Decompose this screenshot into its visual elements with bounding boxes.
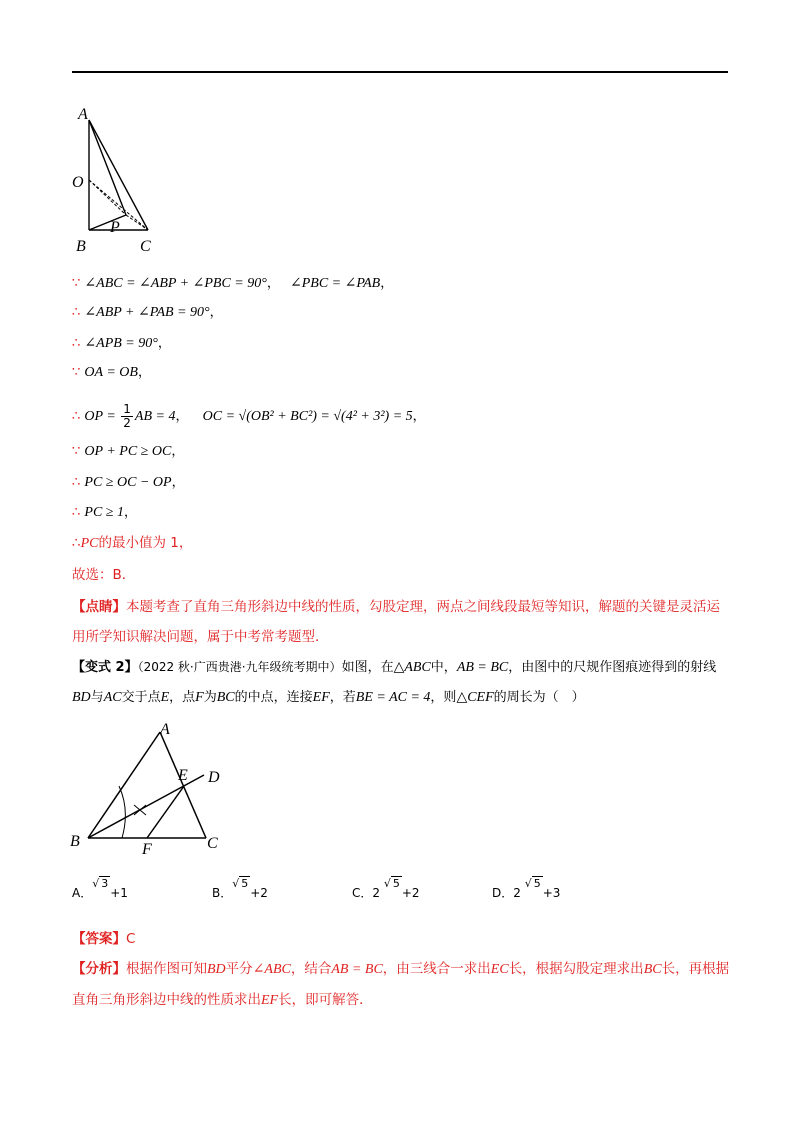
option-a[interactable]: A．√ 3+1 xyxy=(72,877,128,900)
derivation-line-5: ∴ OP = $\frac{1}{2}$ AB = 4， OC = √(OB² + BC²) = √(4² + 3²) = 5， xyxy=(72,402,426,430)
label-F: F xyxy=(142,841,152,858)
segment-BP xyxy=(89,215,126,230)
label-B: B xyxy=(70,833,80,850)
derivation-line-2: ∴ ∠ABP + ∠PAB = 90°， xyxy=(72,305,223,320)
derivation-line-6: ∵ OP + PC ≥ OC， xyxy=(72,444,185,459)
label-D: D xyxy=(208,769,220,786)
segment-FE xyxy=(147,786,184,838)
segment-AC xyxy=(89,120,148,230)
choice-line: 故选：B． xyxy=(72,567,136,583)
label-C: C xyxy=(207,835,218,852)
segment-AP xyxy=(89,120,126,215)
derivation-line-1: ∵ ∠ABC = ∠ABP + ∠PBC = 90°， ∠PBC = ∠PAB， xyxy=(72,276,394,291)
label-C: C xyxy=(140,238,151,255)
option-c[interactable]: C．2 √ 5+2 xyxy=(352,877,420,900)
analysis-paragraph: 【分析】根据作图可知BD平分∠ABC，结合AB = BC，由三线合一求出EC长，根据勾股定理求出BC长，再根据直角三角形斜边中线的性质求出EF长，即可解答． xyxy=(72,961,730,1008)
label-B: B xyxy=(76,238,86,255)
fraction-one-half: $\frac{1}{2}$ xyxy=(123,402,131,430)
label-E: E xyxy=(178,767,188,784)
min-value-line: ∴PC的最小值为 1， xyxy=(72,535,193,551)
variant-question: 【变式 2】（2022 秋·广西贵港·九年级统考期中）如图，在△ABC中，AB = BC，由图中的尺规作图痕迹得到的射线BD与AC交于点E，点F为BC的中点，连接EF，若BE = AC = 4，则△CEF的周长为（ ） xyxy=(72,660,717,705)
ray-BD xyxy=(88,775,204,838)
segment-BA xyxy=(88,732,160,838)
top-rule xyxy=(72,71,728,73)
label-A: A xyxy=(78,106,88,123)
answer-line: 【答案】C xyxy=(72,931,136,947)
label-O: O xyxy=(72,174,84,191)
option-b[interactable]: B．√ 5+2 xyxy=(212,877,268,900)
derivation-line-4: ∵ OA = OB， xyxy=(72,365,151,380)
comment-paragraph: 【点睛】本题考查了直角三角形斜边中线的性质，勾股定理，两点之间线段最短等知识，解题的关键是灵活运用所学知识解决问题，属于中考常考题型． xyxy=(72,599,720,645)
derivation-line-8: ∴ PC ≥ 1， xyxy=(72,505,138,520)
derivation-line-7: ∴ PC ≥ OC − OP， xyxy=(72,475,185,490)
figure-2 xyxy=(66,720,236,860)
derivation-line-3: ∴ ∠APB = 90°， xyxy=(72,336,171,351)
compass-arc xyxy=(119,786,125,838)
figure-1 xyxy=(68,100,168,260)
segment-AC xyxy=(160,732,206,838)
label-A: A xyxy=(160,721,170,738)
option-d[interactable]: D．2 √ 5+3 xyxy=(492,877,561,900)
label-P: P xyxy=(110,219,120,236)
